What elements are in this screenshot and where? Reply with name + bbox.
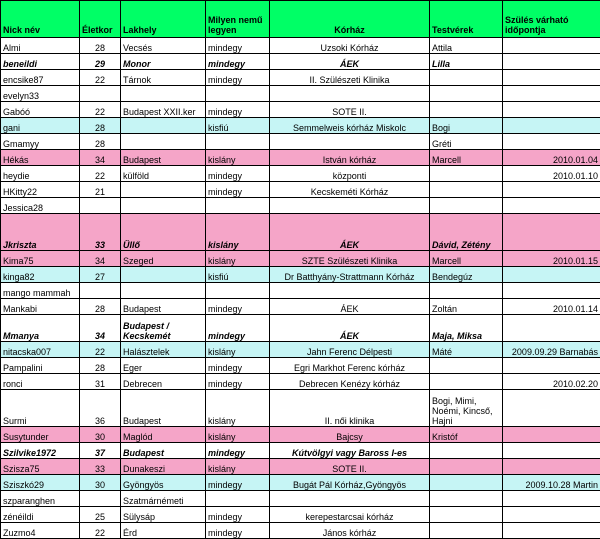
cell-gender: mindegy	[206, 102, 270, 118]
cell-hospital: Bugát Pál Kórház,Gyöngyös	[270, 475, 430, 491]
cell-nick: mango mammah	[1, 283, 80, 299]
cell-nick: Kima75	[1, 251, 80, 267]
cell-due-date	[503, 283, 600, 299]
cell-residence	[121, 267, 206, 283]
cell-nick: Hékás	[1, 150, 80, 166]
table-row	[1, 299, 600, 315]
header-age: Életkor	[80, 1, 121, 38]
cell-nick: heydie	[1, 166, 80, 182]
cell-age	[80, 283, 121, 299]
cell-gender: mindegy	[206, 166, 270, 182]
cell-hospital	[270, 134, 430, 150]
cell-due-date	[503, 443, 600, 459]
cell-siblings: Dávid, Zétény	[430, 214, 503, 251]
cell-nick: Jessica28	[1, 198, 80, 214]
cell-age: 30	[80, 427, 121, 443]
cell-residence: Budapest XXII.ker	[121, 102, 206, 118]
cell-siblings: Attila	[430, 38, 503, 54]
cell-age: 37	[80, 443, 121, 459]
cell-siblings	[430, 491, 503, 507]
table-row	[1, 70, 600, 86]
table-row	[1, 283, 600, 299]
cell-nick: kinga82	[1, 267, 80, 283]
cell-residence: Budapest / Kecskemét	[121, 315, 206, 342]
cell-siblings: Marcell	[430, 150, 503, 166]
cell-residence	[121, 182, 206, 198]
cell-age: 22	[80, 523, 121, 539]
table-row	[1, 134, 600, 150]
cell-due-date	[503, 214, 600, 251]
cell-age: 34	[80, 315, 121, 342]
cell-hospital: SZTE Szülészeti Klinika	[270, 251, 430, 267]
cell-age: 36	[80, 390, 121, 427]
cell-residence	[121, 198, 206, 214]
table-row	[1, 390, 600, 427]
cell-residence: Sülysáp	[121, 507, 206, 523]
cell-hospital: Debrecen Kenézy kórház	[270, 374, 430, 390]
cell-siblings	[430, 70, 503, 86]
cell-siblings: Kristóf	[430, 427, 503, 443]
cell-nick: Pampalini	[1, 358, 80, 374]
cell-residence: Debrecen	[121, 374, 206, 390]
cell-due-date	[503, 523, 600, 539]
cell-siblings	[430, 459, 503, 475]
cell-nick: Jkriszta	[1, 214, 80, 251]
cell-nick: Sziszkó29	[1, 475, 80, 491]
cell-hospital: központi	[270, 166, 430, 182]
cell-hospital: Kecskeméti Kórház	[270, 182, 430, 198]
cell-age: 33	[80, 214, 121, 251]
cell-due-date	[503, 390, 600, 427]
cell-age: 25	[80, 507, 121, 523]
cell-due-date: 2010.02.20	[503, 374, 600, 390]
cell-gender: kislány	[206, 150, 270, 166]
cell-due-date: 2010.01.10	[503, 166, 600, 182]
cell-hospital	[270, 198, 430, 214]
cell-nick: ronci	[1, 374, 80, 390]
table-row	[1, 182, 600, 198]
cell-hospital: ÁEK	[270, 315, 430, 342]
cell-gender: mindegy	[206, 299, 270, 315]
cell-residence: Budapest	[121, 443, 206, 459]
cell-siblings: Bogi, Mimi, Noémi, Kincső, Hajni	[430, 390, 503, 427]
cell-nick: Szisza75	[1, 459, 80, 475]
cell-gender: mindegy	[206, 315, 270, 342]
cell-residence	[121, 283, 206, 299]
cell-nick: HKitty22	[1, 182, 80, 198]
cell-nick: evelyn33	[1, 86, 80, 102]
table-row	[1, 118, 600, 134]
table-row	[1, 86, 600, 102]
cell-siblings: Maja, Miksa	[430, 315, 503, 342]
cell-siblings	[430, 86, 503, 102]
cell-due-date	[503, 54, 600, 70]
table-row	[1, 358, 600, 374]
table-row	[1, 443, 600, 459]
cell-hospital: Egri Markhot Ferenc kórház	[270, 358, 430, 374]
cell-gender	[206, 198, 270, 214]
cell-hospital: ÁEK	[270, 214, 430, 251]
cell-gender	[206, 491, 270, 507]
cell-gender: kislány	[206, 342, 270, 358]
cell-hospital: Dr Batthyány-Strattmann Kórház	[270, 267, 430, 283]
cell-residence: Budapest	[121, 390, 206, 427]
cell-siblings	[430, 523, 503, 539]
cell-gender: mindegy	[206, 475, 270, 491]
cell-residence: Budapest	[121, 299, 206, 315]
cell-hospital: SOTE II.	[270, 102, 430, 118]
cell-siblings: Bendegúz	[430, 267, 503, 283]
cell-due-date	[503, 70, 600, 86]
cell-residence	[121, 86, 206, 102]
cell-gender: mindegy	[206, 507, 270, 523]
cell-hospital: Uzsoki Kórház	[270, 38, 430, 54]
cell-siblings	[430, 182, 503, 198]
table-body	[1, 38, 600, 539]
cell-age: 28	[80, 118, 121, 134]
cell-due-date	[503, 38, 600, 54]
cell-gender: mindegy	[206, 374, 270, 390]
table-row	[1, 475, 600, 491]
cell-residence: Eger	[121, 358, 206, 374]
cell-due-date: 2010.01.04	[503, 150, 600, 166]
table-row	[1, 54, 600, 70]
cell-nick: nitacska007	[1, 342, 80, 358]
cell-residence: Vecsés	[121, 38, 206, 54]
cell-residence: Maglód	[121, 427, 206, 443]
table-row	[1, 491, 600, 507]
cell-age: 31	[80, 374, 121, 390]
cell-siblings	[430, 102, 503, 118]
cell-residence	[121, 134, 206, 150]
cell-residence: külföld	[121, 166, 206, 182]
cell-nick: Mmanya	[1, 315, 80, 342]
table-row	[1, 38, 600, 54]
cell-age: 33	[80, 459, 121, 475]
cell-age: 22	[80, 70, 121, 86]
cell-siblings	[430, 443, 503, 459]
cell-age: 22	[80, 166, 121, 182]
cell-hospital	[270, 283, 430, 299]
cell-gender	[206, 283, 270, 299]
table-row	[1, 150, 600, 166]
cell-nick: zénéildi	[1, 507, 80, 523]
header-row	[1, 1, 600, 38]
cell-siblings: Marcell	[430, 251, 503, 267]
cell-siblings: Bogi	[430, 118, 503, 134]
table-row	[1, 198, 600, 214]
cell-age: 22	[80, 342, 121, 358]
cell-due-date	[503, 491, 600, 507]
cell-gender: mindegy	[206, 443, 270, 459]
cell-residence: Érd	[121, 523, 206, 539]
cell-hospital	[270, 491, 430, 507]
cell-hospital: Semmelweis kórház Miskolc	[270, 118, 430, 134]
header-siblings: Testvérek	[430, 1, 503, 38]
cell-nick: beneildi	[1, 54, 80, 70]
cell-due-date: 2010.01.15	[503, 251, 600, 267]
cell-age: 28	[80, 299, 121, 315]
cell-residence: Budapest	[121, 150, 206, 166]
cell-due-date	[503, 118, 600, 134]
cell-siblings	[430, 198, 503, 214]
cell-age: 27	[80, 267, 121, 283]
cell-age: 34	[80, 251, 121, 267]
cell-nick: Zuzmo4	[1, 523, 80, 539]
cell-residence	[121, 118, 206, 134]
table-row	[1, 523, 600, 539]
cell-age: 30	[80, 475, 121, 491]
cell-nick: szparanghen	[1, 491, 80, 507]
cell-nick: Surmi	[1, 390, 80, 427]
cell-siblings	[430, 358, 503, 374]
cell-residence: Gyöngyös	[121, 475, 206, 491]
cell-gender: mindegy	[206, 182, 270, 198]
cell-age: 34	[80, 150, 121, 166]
table-row	[1, 459, 600, 475]
table-row	[1, 102, 600, 118]
cell-residence: Monor	[121, 54, 206, 70]
cell-siblings	[430, 166, 503, 182]
cell-hospital: János kórház	[270, 523, 430, 539]
cell-gender: kisfiú	[206, 267, 270, 283]
cell-due-date	[503, 86, 600, 102]
cell-hospital: ÁEK	[270, 299, 430, 315]
cell-gender: kislány	[206, 390, 270, 427]
cell-residence: Tárnok	[121, 70, 206, 86]
table-row	[1, 342, 600, 358]
cell-residence: Dunakeszi	[121, 459, 206, 475]
cell-hospital: II. női klinika	[270, 390, 430, 427]
cell-nick: encsike87	[1, 70, 80, 86]
cell-gender	[206, 86, 270, 102]
cell-siblings	[430, 374, 503, 390]
cell-due-date: 2009.09.29 Barnabás	[503, 342, 600, 358]
cell-nick: Mankabi	[1, 299, 80, 315]
cell-due-date	[503, 427, 600, 443]
cell-siblings: Zoltán	[430, 299, 503, 315]
header-nick: Nick név	[1, 1, 80, 38]
cell-siblings	[430, 475, 503, 491]
table-row	[1, 507, 600, 523]
cell-due-date: 2010.01.14	[503, 299, 600, 315]
header-hospital: Kórház	[270, 1, 430, 38]
cell-nick: Susytunder	[1, 427, 80, 443]
header-residence: Lakhely	[121, 1, 206, 38]
table-row	[1, 374, 600, 390]
cell-due-date	[503, 102, 600, 118]
cell-nick: Gabóó	[1, 102, 80, 118]
cell-gender	[206, 134, 270, 150]
table-row	[1, 214, 600, 251]
cell-nick: gani	[1, 118, 80, 134]
cell-hospital: kerepestarcsai kórház	[270, 507, 430, 523]
cell-residence: Halásztelek	[121, 342, 206, 358]
cell-due-date: 2009.10.28 Martin	[503, 475, 600, 491]
cell-gender: kisfiú	[206, 118, 270, 134]
cell-due-date	[503, 198, 600, 214]
cell-residence: Üllő	[121, 214, 206, 251]
cell-age: 29	[80, 54, 121, 70]
cell-hospital	[270, 86, 430, 102]
cell-due-date	[503, 358, 600, 374]
table-row	[1, 251, 600, 267]
cell-gender: mindegy	[206, 54, 270, 70]
cell-due-date	[503, 267, 600, 283]
cell-siblings: Gréti	[430, 134, 503, 150]
cell-residence: Szeged	[121, 251, 206, 267]
cell-gender: mindegy	[206, 70, 270, 86]
cell-hospital: István kórház	[270, 150, 430, 166]
cell-gender: kislány	[206, 459, 270, 475]
table-row	[1, 427, 600, 443]
cell-age	[80, 198, 121, 214]
header-gender: Milyen nemű legyen	[206, 1, 270, 38]
cell-age: 28	[80, 358, 121, 374]
cell-nick: Almi	[1, 38, 80, 54]
cell-due-date	[503, 134, 600, 150]
cell-gender: kislány	[206, 251, 270, 267]
cell-due-date	[503, 459, 600, 475]
cell-due-date	[503, 507, 600, 523]
cell-hospital: SOTE II.	[270, 459, 430, 475]
cell-gender: kislány	[206, 427, 270, 443]
cell-siblings	[430, 507, 503, 523]
cell-hospital: Kútvölgyi vagy Baross I-es	[270, 443, 430, 459]
cell-age	[80, 491, 121, 507]
header-due-date: Szülés várható időpontja	[503, 1, 600, 38]
cell-gender: mindegy	[206, 358, 270, 374]
cell-nick: Gmamyy	[1, 134, 80, 150]
cell-age: 28	[80, 134, 121, 150]
cell-due-date	[503, 182, 600, 198]
cell-siblings	[430, 283, 503, 299]
cell-hospital: Bajcsy	[270, 427, 430, 443]
cell-gender: mindegy	[206, 523, 270, 539]
table-row	[1, 267, 600, 283]
cell-hospital: II. Szülészeti Klinika	[270, 70, 430, 86]
cell-siblings: Lilla	[430, 54, 503, 70]
cell-hospital: Jahn Ferenc Délpesti	[270, 342, 430, 358]
cell-nick: Szilvike1972	[1, 443, 80, 459]
cell-siblings: Máté	[430, 342, 503, 358]
cell-gender: kislány	[206, 214, 270, 251]
table-row	[1, 315, 600, 342]
cell-residence: Szatmárnémeti	[121, 491, 206, 507]
cell-age: 21	[80, 182, 121, 198]
cell-age: 22	[80, 102, 121, 118]
cell-age	[80, 86, 121, 102]
table-row	[1, 166, 600, 182]
cell-hospital: ÁEK	[270, 54, 430, 70]
cell-gender: mindegy	[206, 38, 270, 54]
cell-age: 28	[80, 38, 121, 54]
cell-due-date	[503, 315, 600, 342]
